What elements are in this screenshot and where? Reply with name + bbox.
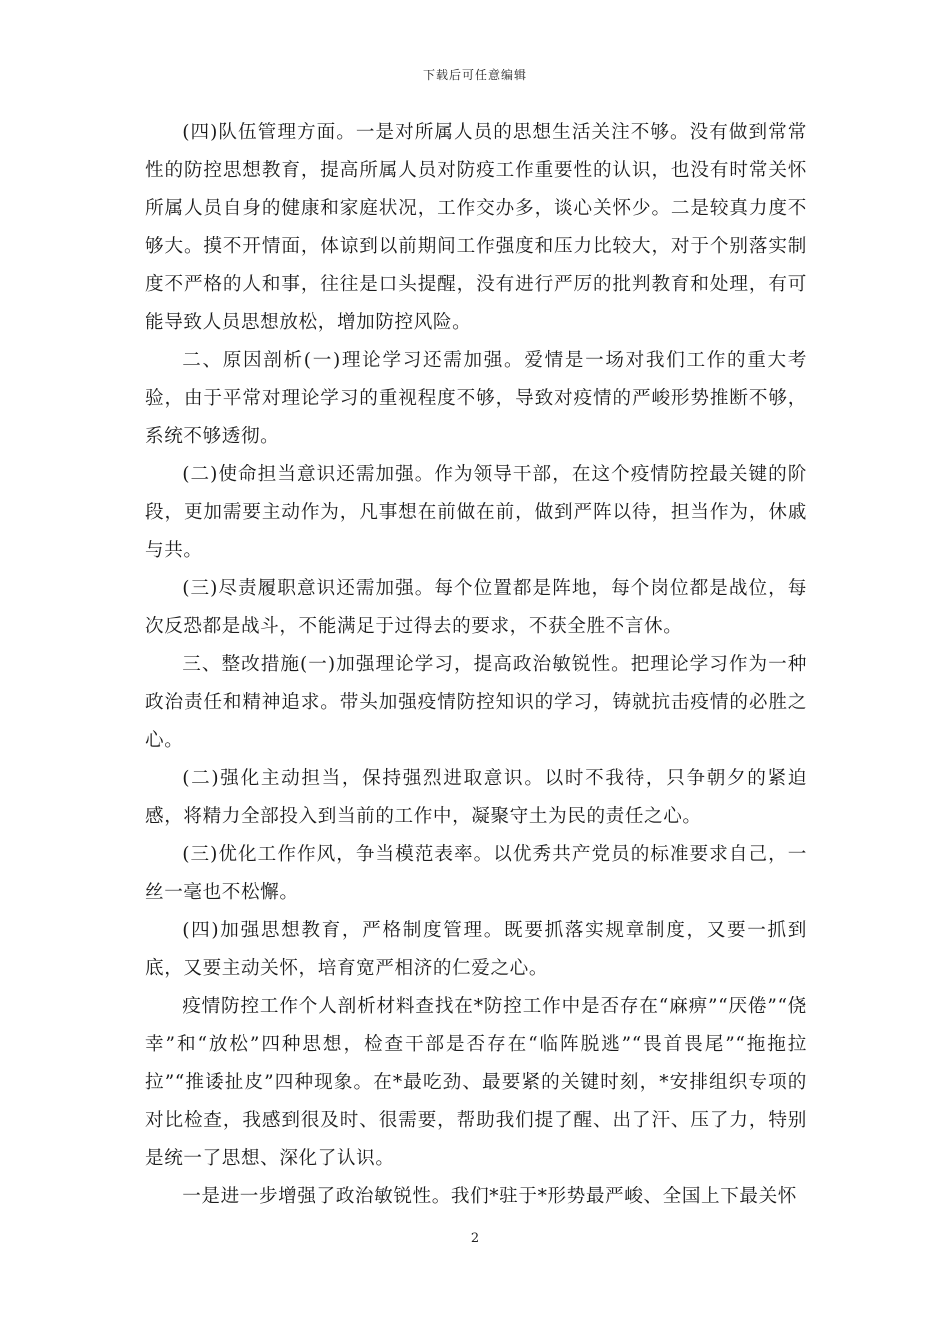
- paragraph: (二)强化主动担当，保持强烈进取意识。以时不我待，只争朝夕的紧迫感，将精力全部投入到当前的工作中，凝聚守土为民的责任之心。: [145, 768, 807, 827]
- paragraph: 一是进一步增强了政治敏锐性。我们*驻于*形势最严峻、全国上下最关怀: [182, 1186, 797, 1207]
- paragraph: 二、原因剖析(一)理论学习还需加强。爱情是一场对我们工作的重大考验，由于平常对理论学习的重视程度不够，导致对疫情的严峻形势推断不够，系统不够透彻。: [145, 350, 807, 447]
- paragraph: (四)队伍管理方面。一是对所属人员的思想生活关注不够。没有做到常常性的防控思想教育，提高所属人员对防疫工作重要性的认识，也没有时常关怀所属人员自身的健康和家庭状况，工作交办多，谈心关怀少。二是较真力度不够大。摸不开情面，体谅到以前期间工作强度和压力比较大，对于个别落实制度不严格的人和事，往往是口头提醒，没有进行严厉的批判教育和处理，有可能导致人员思想放松，增加防控风险。: [145, 122, 807, 333]
- paragraph: 三、整改措施(一)加强理论学习，提高政治敏锐性。把理论学习作为一种政治责任和精神追求。带头加强疫情防控知识的学习，铸就抗击疫情的必胜之心。: [145, 654, 807, 751]
- document-body: [145, 114, 807, 1216]
- paragraph: (三)尽责履职意识还需加强。每个位置都是阵地，每个岗位都是战位，每次反恐都是战斗，不能满足于过得去的要求，不获全胜不言休。: [145, 578, 807, 637]
- paragraph: (二)使命担当意识还需加强。作为领导干部，在这个疫情防控最关键的阶段，更加需要主动作为，凡事想在前做在前，做到严阵以待，担当作为，休戚与共。: [145, 464, 807, 561]
- page-header: 下载后可任意编辑: [422, 68, 527, 82]
- paragraph: 疫情防控工作个人剖析材料查找在*防控工作中是否存在“麻痹”“厌倦”“侥幸”和“放松”四种思想，检查干部是否存在“临阵脱逃”“畏首畏尾”“拖拖拉拉”“推诿扯皮”四种现象。在*最吃劲、最要紧的关键时刻，*安排组织专项的对比检查，我感到很及时、很需要，帮助我们提了醒、出了汗、压了力，特别是统一了思想、深化了认识。: [145, 996, 807, 1169]
- page-number: 2: [470, 1231, 480, 1246]
- paragraph: (四)加强思想教育，严格制度管理。既要抓落实规章制度，又要一抓到底，又要主动关怀，培育宽严相济的仁爱之心。: [145, 920, 807, 979]
- paragraph: (三)优化工作作风，争当模范表率。以优秀共产党员的标准要求自己，一丝一毫也不松懈。: [145, 844, 807, 903]
